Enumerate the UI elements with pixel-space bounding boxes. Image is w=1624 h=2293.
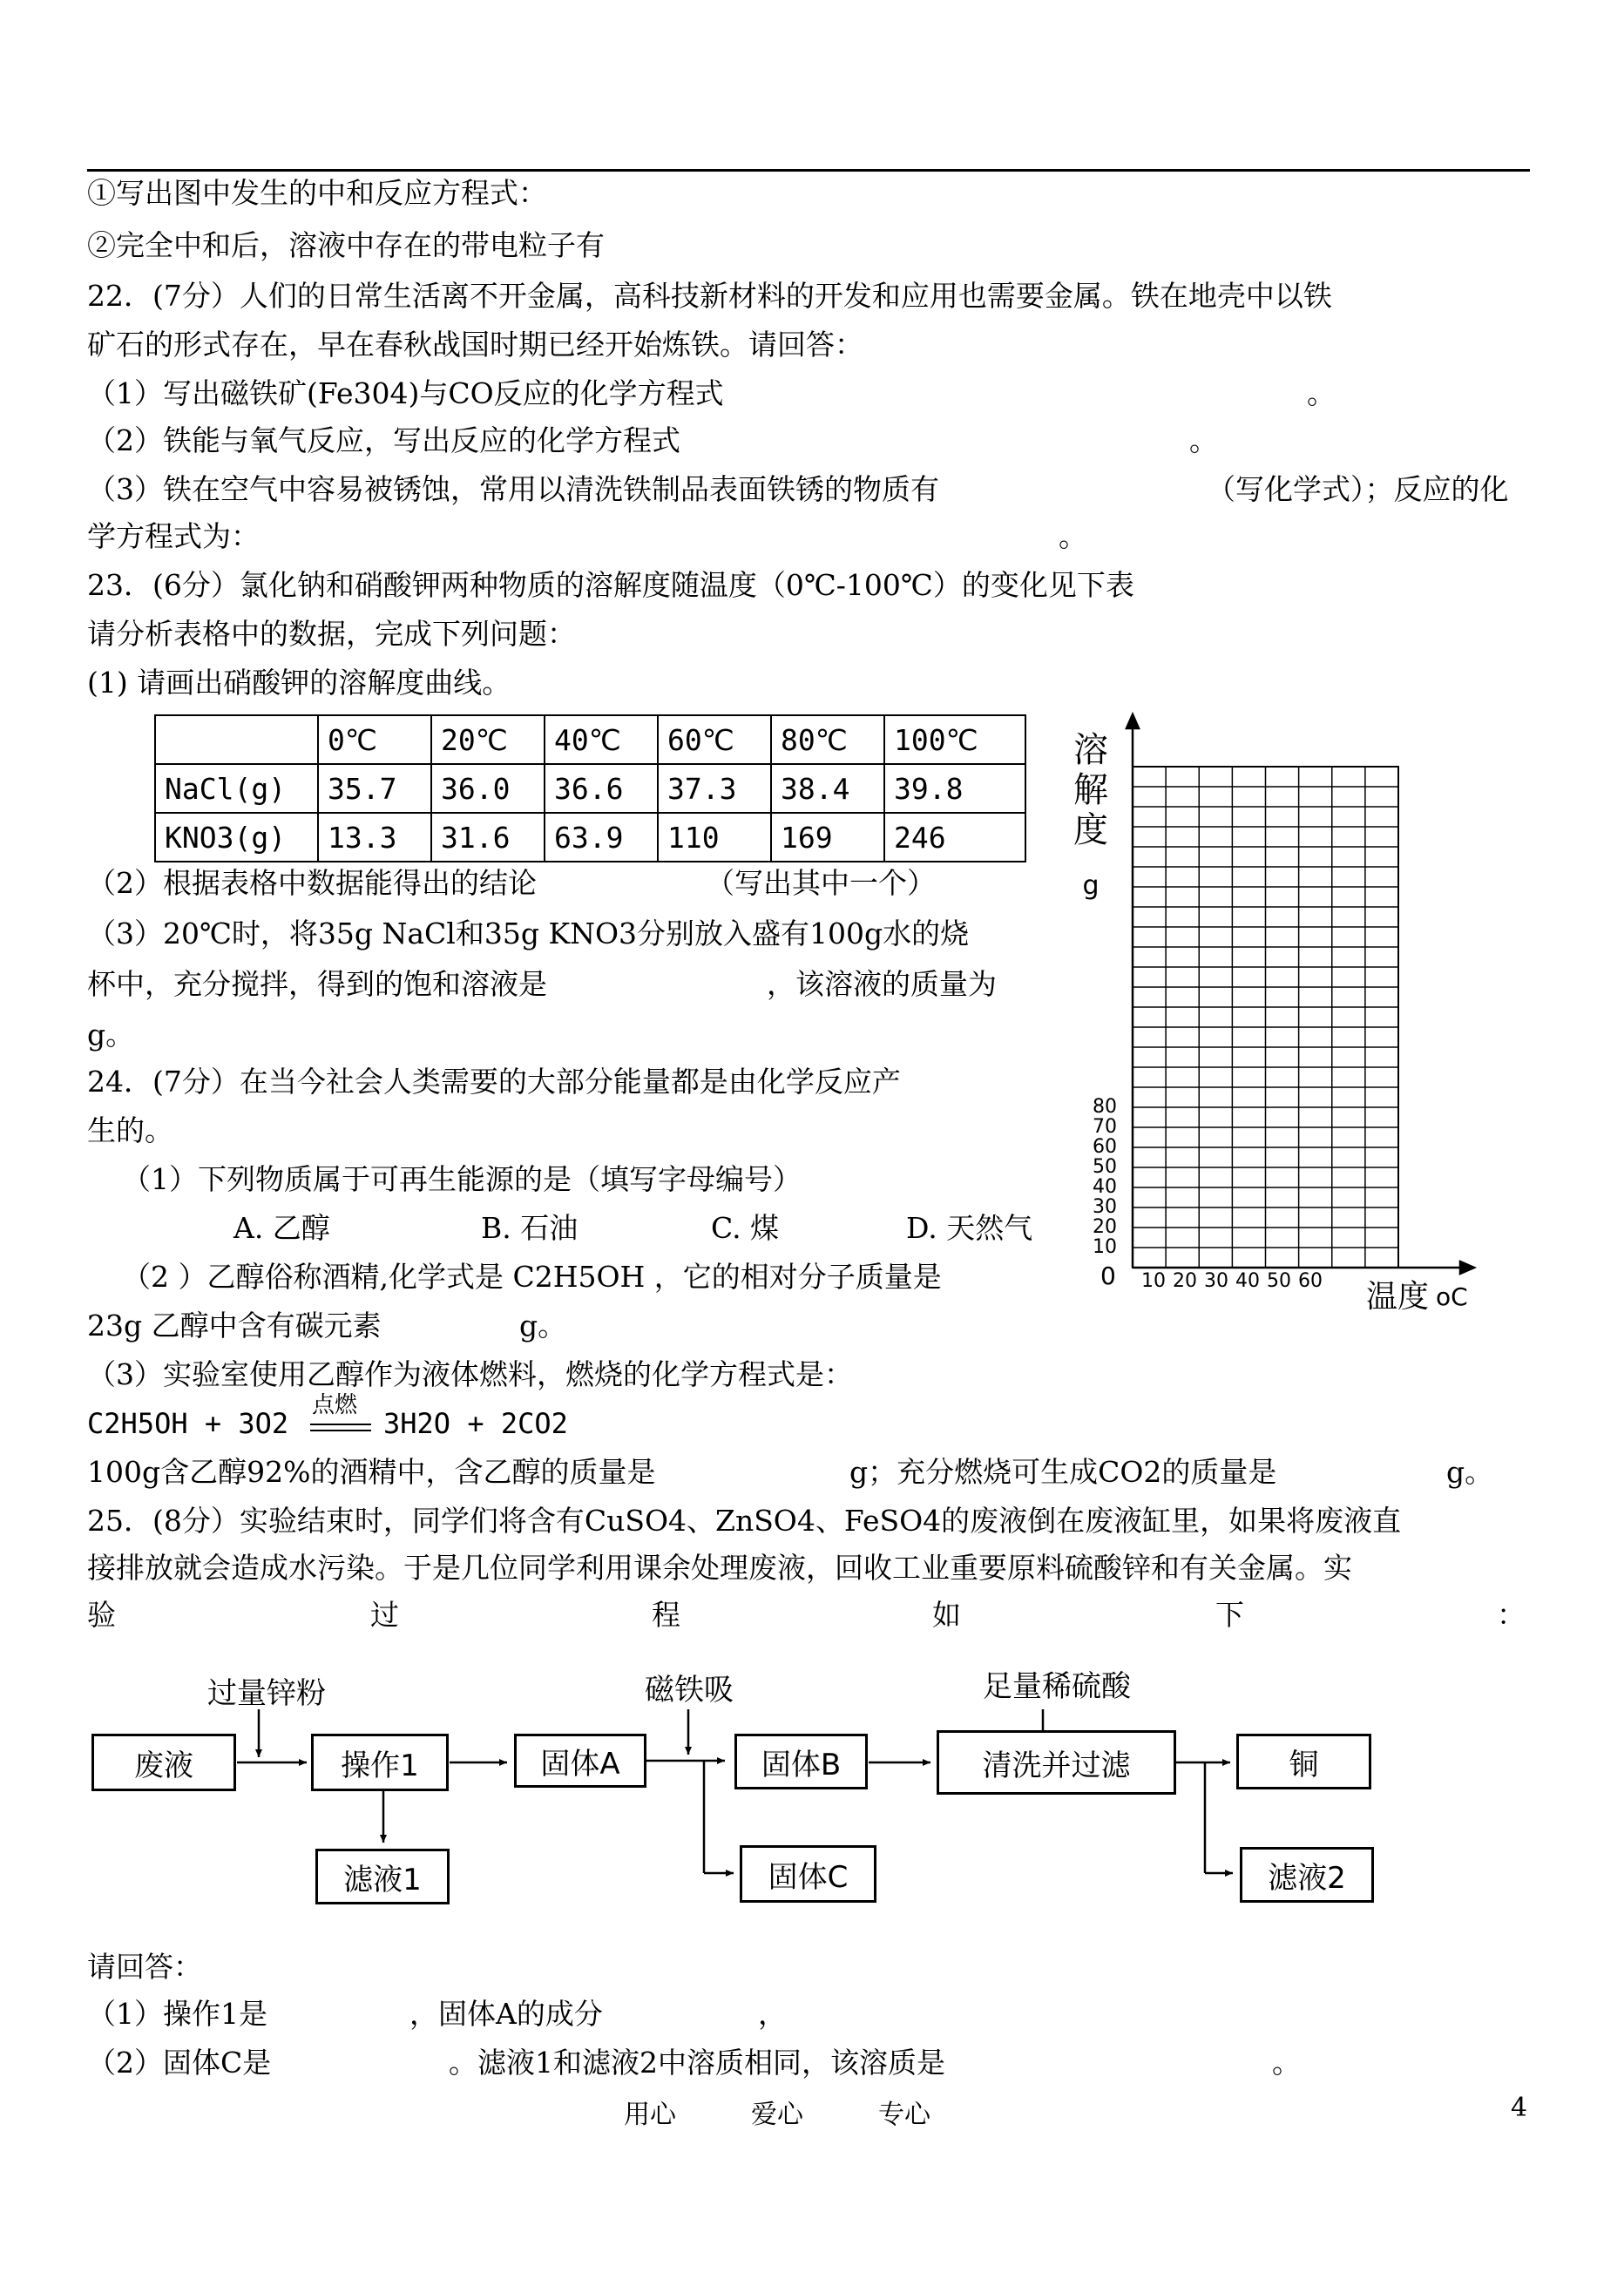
y-label-char: 溶 bbox=[1073, 730, 1108, 770]
q22-part1: （1）写出磁铁矿(Fe304)与CO反应的化学方程式 bbox=[87, 376, 724, 410]
table-cell: 36.0 bbox=[431, 764, 545, 813]
x-tick-label: 10 bbox=[1141, 1270, 1166, 1292]
box-operation1: 操作1 bbox=[311, 1734, 449, 1791]
q24-part2-c: g。 bbox=[519, 1309, 567, 1343]
table-cell: 0℃ bbox=[318, 715, 431, 764]
page-number: 4 bbox=[1511, 2093, 1528, 2123]
box-solidC: 固体C bbox=[740, 1845, 876, 1903]
equation-double-line-top bbox=[310, 1424, 371, 1425]
y-label-unit: g bbox=[1082, 870, 1100, 901]
q23-part3-a: （3）20℃时，将35g NaCl和35g KNO3分别放入盛有100g水的烧 bbox=[87, 917, 970, 950]
table-cell: 100℃ bbox=[884, 715, 1025, 764]
box-copper: 铜 bbox=[1236, 1734, 1371, 1789]
q25-stem-2: 接排放就会造成水污染。于是几位同学利用课余处理废液，回收工业重要原料硫酸锌和有关金属。实 bbox=[87, 1551, 1352, 1585]
q24-part3: （3）实验室使用乙醇作为液体燃料，燃烧的化学方程式是： bbox=[87, 1357, 853, 1391]
x-tick-label: 60 bbox=[1298, 1270, 1323, 1292]
q24-option-a: A. 乙醇 bbox=[233, 1211, 330, 1245]
q24-part4-b: g；充分燃烧可生成CO2的质量是 bbox=[849, 1455, 1277, 1489]
q25-part1-c: ， bbox=[758, 1997, 787, 2031]
table-row-nacl bbox=[155, 764, 1025, 813]
x-tick-label: 30 bbox=[1204, 1270, 1228, 1292]
x-tick-label: 50 bbox=[1267, 1270, 1291, 1292]
table-cell: 39.8 bbox=[884, 764, 1025, 813]
y-axis-arrow bbox=[1127, 714, 1139, 728]
q24-option-b: B. 石油 bbox=[481, 1211, 579, 1245]
y-tick-label: 50 bbox=[1093, 1156, 1117, 1178]
q25-stem-1: 25．(8分）实验结束时，同学们将含有CuSO4、ZnSO4、FeSO4的废液倒在废液缸里，如果将废液直 bbox=[87, 1504, 1402, 1538]
y-tick-label: 30 bbox=[1093, 1196, 1117, 1218]
q22-part1-end: 。 bbox=[1307, 376, 1336, 410]
y-tick-label: 80 bbox=[1093, 1096, 1117, 1118]
table-cell bbox=[155, 715, 318, 764]
table-cell: KNO3(g) bbox=[155, 813, 318, 862]
q24-part2-a: （2 ）乙醇俗称酒精,化学式是 C2H5OH ，它的相对分子质量是 bbox=[122, 1260, 942, 1294]
q22-part2: （2）铁能与氧气反应，写出反应的化学方程式 bbox=[87, 423, 680, 457]
box-waste: 废液 bbox=[91, 1734, 236, 1791]
q25-stem-3-word: 如 bbox=[932, 1598, 961, 1632]
header-rule bbox=[87, 169, 1530, 172]
table-row-kno3 bbox=[155, 813, 1025, 862]
label-magnet: 磁铁吸 bbox=[645, 1673, 734, 1708]
q25-stem-3-word: 验 bbox=[87, 1598, 116, 1632]
equation-condition: 点燃 bbox=[312, 1392, 358, 1418]
table-cell: 37.3 bbox=[658, 764, 771, 813]
q24-option-c: C. 煤 bbox=[711, 1211, 780, 1245]
q25-part1-b: ，固体A的成分 bbox=[409, 1997, 603, 2031]
y-tick-label: 10 bbox=[1093, 1236, 1117, 1258]
y-tick-label: 20 bbox=[1093, 1216, 1117, 1238]
q25-part1-a: （1）操作1是 bbox=[87, 1997, 267, 2031]
table-cell: 63.9 bbox=[545, 813, 658, 862]
q22-part3-a: （3）铁在空气中容易被锈蚀，常用以清洗铁制品表面铁锈的物质有 bbox=[87, 472, 939, 506]
footer-word: 用心 bbox=[624, 2100, 676, 2130]
solubility-table bbox=[154, 714, 1026, 862]
q22-part3-end: 。 bbox=[1059, 519, 1087, 553]
q22-part3-c: 学方程式为： bbox=[87, 519, 260, 553]
x-tick-label: 40 bbox=[1235, 1270, 1260, 1292]
q24-part2-b: 23g 乙醇中含有碳元素 bbox=[87, 1309, 382, 1343]
q23-stem-1: 23．(6分）氯化钠和硝酸钾两种物质的溶解度随温度（0℃-100℃）的变化见下表 bbox=[87, 568, 1134, 602]
footer-word: 爱心 bbox=[751, 2100, 803, 2130]
table-cell: 110 bbox=[658, 813, 771, 862]
q25-stem-3-word: ： bbox=[1497, 1598, 1526, 1632]
table-cell: 80℃ bbox=[771, 715, 884, 764]
q24-part4-c: g。 bbox=[1446, 1455, 1494, 1489]
y-tick-label: 60 bbox=[1093, 1136, 1117, 1158]
q25-stem-3-word: 过 bbox=[370, 1598, 399, 1632]
table-cell: 60℃ bbox=[658, 715, 771, 764]
q25-part2-b: 。滤液1和滤液2中溶质相同，该溶质是 bbox=[449, 2046, 945, 2080]
label-excess-zinc: 过量锌粉 bbox=[207, 1676, 326, 1711]
q22-stem-1: 22．(7分）人们的日常生活离不开金属，高科技新材料的开发和应用也需要金属。铁在地壳中以铁 bbox=[87, 279, 1332, 313]
table-cell: 31.6 bbox=[431, 813, 545, 862]
q22-part2-end: 。 bbox=[1189, 423, 1218, 457]
equation-double-line-bottom bbox=[310, 1430, 371, 1431]
q24-part1: （1）下列物质属于可再生能源的是（填写字母编号） bbox=[122, 1162, 802, 1196]
table-cell: 169 bbox=[771, 813, 884, 862]
equation-left: C2H5OH + 3O2 bbox=[87, 1407, 289, 1440]
box-wash-filter: 清洗并过滤 bbox=[937, 1730, 1176, 1795]
graph-x-unit: oC bbox=[1436, 1282, 1468, 1311]
q25-stem-3-word: 程 bbox=[652, 1598, 680, 1632]
q22-part3-b: （写化学式）；反应的化 bbox=[1207, 472, 1509, 506]
q21-line1: ①写出图中发生的中和反应方程式： bbox=[87, 176, 547, 210]
q25-stem-3-word: 下 bbox=[1215, 1598, 1244, 1632]
box-filtrate1: 滤液1 bbox=[315, 1849, 450, 1904]
label-dilute-acid: 足量稀硫酸 bbox=[983, 1669, 1131, 1704]
table-cell: 20℃ bbox=[431, 715, 545, 764]
q23-part3-c: ，该溶液的质量为 bbox=[767, 967, 997, 1001]
y-label-char: 度 bbox=[1073, 810, 1108, 850]
q25-part2-a: （2）固体C是 bbox=[87, 2046, 272, 2080]
table-cell: 13.3 bbox=[318, 813, 431, 862]
equation-right: 3H2O + 2CO2 bbox=[383, 1407, 568, 1440]
y-label-char: 解 bbox=[1073, 770, 1108, 810]
table-header-row bbox=[155, 715, 1025, 764]
table-cell: 36.6 bbox=[545, 764, 658, 813]
x-axis-arrow bbox=[1460, 1261, 1474, 1274]
q23-stem-2: 请分析表格中的数据，完成下列问题： bbox=[87, 617, 576, 651]
q23-part2-a: （2）根据表格中数据能得出的结论 bbox=[87, 866, 537, 900]
q24-stem-1: 24．(7分）在当今社会人类需要的大部分能量都是由化学反应产 bbox=[87, 1065, 901, 1099]
solubility-grid bbox=[1072, 697, 1507, 1324]
box-filtrate2: 滤液2 bbox=[1240, 1847, 1374, 1903]
q21-line2: ②完全中和后，溶液中存在的带电粒子有 bbox=[87, 228, 605, 262]
y-tick-label: 40 bbox=[1093, 1176, 1117, 1198]
graph-x-label: 温度 bbox=[1366, 1279, 1430, 1315]
y-tick-label: 70 bbox=[1093, 1116, 1117, 1138]
box-solidB: 固体B bbox=[734, 1734, 868, 1789]
table-cell: 35.7 bbox=[318, 764, 431, 813]
q23-part2-b: （写出其中一个） bbox=[706, 866, 936, 900]
table-cell: NaCl(g) bbox=[155, 764, 318, 813]
x-tick-label: 20 bbox=[1173, 1270, 1197, 1292]
footer-word: 专心 bbox=[878, 2100, 930, 2130]
q23-part3-b: 杯中，充分搅拌，得到的饱和溶液是 bbox=[87, 967, 547, 1001]
graph-y-label bbox=[1073, 730, 1108, 906]
q23-part1: (1) 请画出硝酸钾的溶解度曲线。 bbox=[87, 666, 511, 700]
graph-origin: 0 bbox=[1100, 1261, 1116, 1290]
q24-part4-a: 100g含乙醇92%的酒精中，含乙醇的质量是 bbox=[87, 1455, 656, 1489]
box-solidA: 固体A bbox=[514, 1734, 646, 1788]
q25-part2-c: 。 bbox=[1272, 2046, 1301, 2080]
q23-part3-d: g。 bbox=[87, 1018, 135, 1052]
q24-stem-2: 生的。 bbox=[87, 1113, 173, 1147]
q24-option-d: D. 天然气 bbox=[906, 1211, 1033, 1245]
table-cell: 38.4 bbox=[771, 764, 884, 813]
q22-stem-2: 矿石的形式存在，早在春秋战国时期已经开始炼铁。请回答： bbox=[87, 328, 863, 362]
answer-prompt: 请回答： bbox=[87, 1950, 202, 1984]
table-cell: 246 bbox=[884, 813, 1025, 862]
table-cell: 40℃ bbox=[545, 715, 658, 764]
